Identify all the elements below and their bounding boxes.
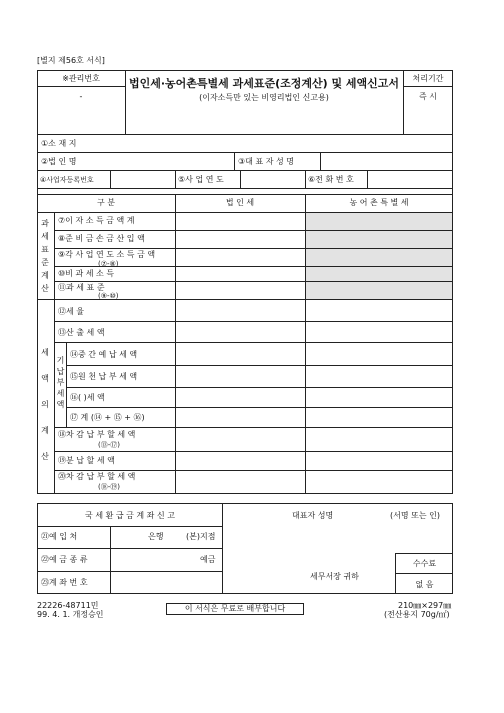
s2-row-line-7 [54,451,453,452]
s2-row-line-1 [54,321,453,322]
col-corp-tax-header: 법 인 세 [225,198,255,207]
form-subtitle: (이자소득만 있는 비영리법인 신고용) [199,93,329,102]
sign-or-seal-hint: (서명 또는 인) [390,511,440,520]
corp-name-label: ②법 인 명 [41,157,77,166]
other-tax: ⑯( )세 액 [70,393,105,402]
paper-size: 210㎜×297㎜ [398,601,452,610]
section2-label: 세액의계산 [41,348,49,461]
installment-tax: ⑲분 납 할 세 액 [58,456,115,465]
s2-row-line-5 [66,407,453,408]
tax-base: ⑪과 세 표 준 [58,283,105,292]
non-taxable-income: ⑩비 과 세 소 득 [58,269,114,278]
info-div-b [320,152,321,170]
section1-label: 과세표준계산 [41,219,49,293]
paper-weight: (전산용지 70g/㎡) [384,610,450,619]
tax-rate: ⑫세 율 [58,307,84,316]
col-category-header: 구 분 [97,198,115,207]
business-year-income-label: ⑨각 사 업 연 도 소 득 금 액 [58,250,156,259]
refund-line-3 [37,571,222,572]
account-number-label: ㉓계 좌 번 호 [41,578,88,587]
info-line-3 [37,170,453,171]
table-top-line [37,194,453,195]
fiscal-year-label: ⑤사 업 연 도 [178,175,224,184]
biz-reg-no-label: ④사업자등록번호 [40,176,94,184]
mgmt-number-value: - [79,92,83,101]
s1-row-line-1 [54,230,453,231]
deposit-type-label: ㉒예 금 종 류 [41,555,88,564]
tax-office-addressee: 세무서장 귀하 [310,572,359,581]
approval-date: 99. 4. 1. 개정승인 [37,610,104,619]
info-div-a [234,152,235,170]
info-div-e [240,170,241,188]
deposit-word: 예금 [200,555,216,564]
mgmt-number-label: ※관리번호 [62,74,100,83]
prepaid-tax-total: ⑰ 계 (⑭ + ⑮ + ⑯) [70,413,145,422]
net-tax-payable-formula: (⑬-⑰) [98,441,120,449]
s1-row-line-4 [54,281,453,282]
interim-prepaid-tax: ⑭중 간 예 납 세 액 [70,350,138,359]
rural-tax-shaded-area [306,213,452,299]
processing-period-value: 즉 시 [419,92,437,101]
prepaid-label-divider [66,342,67,427]
s2-row-line-2 [54,342,453,343]
net-tax-payable: ⑱차 감 납 부 할 세 액 [58,430,136,439]
info-div-d [175,170,176,188]
calculated-tax: ⑬산 출 세 액 [58,328,105,337]
s2-row-line-4 [66,387,453,388]
col-rural-tax-header: 농 어 촌 특 별 세 [349,198,409,207]
deposit-bank-label: ㉑예 입 처 [41,532,78,541]
info-div-g [367,170,368,188]
final-tax-payable: ⑳차 감 납 부 할 세 액 [58,472,136,481]
phone-label: ⑥전 화 번 호 [308,175,354,184]
rep-name-label: ③대 표 자 성 명 [238,157,294,166]
refund-label-divider [110,526,111,594]
s2-row-line-6 [54,427,453,428]
fee-label: 수수료 [412,559,437,568]
s2-row-line-3 [66,365,453,366]
info-line-4 [37,188,453,189]
refund-sign-divider [222,503,223,594]
s2-row-line-8 [54,470,453,471]
tax-base-formula: (⑨-⑩) [98,292,119,300]
info-div-c [110,170,111,188]
business-year-income-formula: (⑦-⑧) [98,260,119,268]
col-div-1 [175,194,176,494]
section1-label-divider [54,212,55,299]
free-distribution-notice: 이 서식은 무료로 배부합니다 [166,603,304,615]
fee-value: 없 음 [415,580,434,589]
representative-name-label: 대표자 성명 [292,511,334,520]
s1-row-line-2 [54,248,453,249]
bank-word: 은행 [148,532,164,541]
form-title: 법인세·농어촌특별세 과세표준(조정계산) 및 세액신고서 [128,77,400,90]
period-divider [403,86,453,87]
reserve-deduction: ⑧준 비 금 손 금 산 입 액 [58,234,145,243]
address-label: ①소 재 지 [41,139,77,148]
info-line-2 [37,152,453,153]
interest-income-total: ⑦이 자 소 득 금 액 계 [58,216,135,225]
branch-word: (본)지점 [186,532,216,541]
info-top-line [37,134,453,135]
form-number: [별지 제56호 서식] [37,56,105,65]
mgmt-divider [37,86,125,87]
refund-line-1 [37,526,222,527]
refund-line-2 [37,548,222,549]
withholding-tax: ⑮원 천 납 부 세 액 [70,372,138,381]
form-code: 22226-48711민 [37,601,99,610]
prepaid-tax-label: 기납부세액 [56,356,65,409]
info-div-f [305,170,306,188]
processing-period-label: 처리기간 [412,74,444,83]
final-tax-payable-formula: (⑱-⑲) [98,483,120,491]
fee-line [395,573,453,574]
refund-account-title: 국 세 환 급 금 계 좌 신 고 [85,511,175,520]
fee-top-line [395,553,453,554]
